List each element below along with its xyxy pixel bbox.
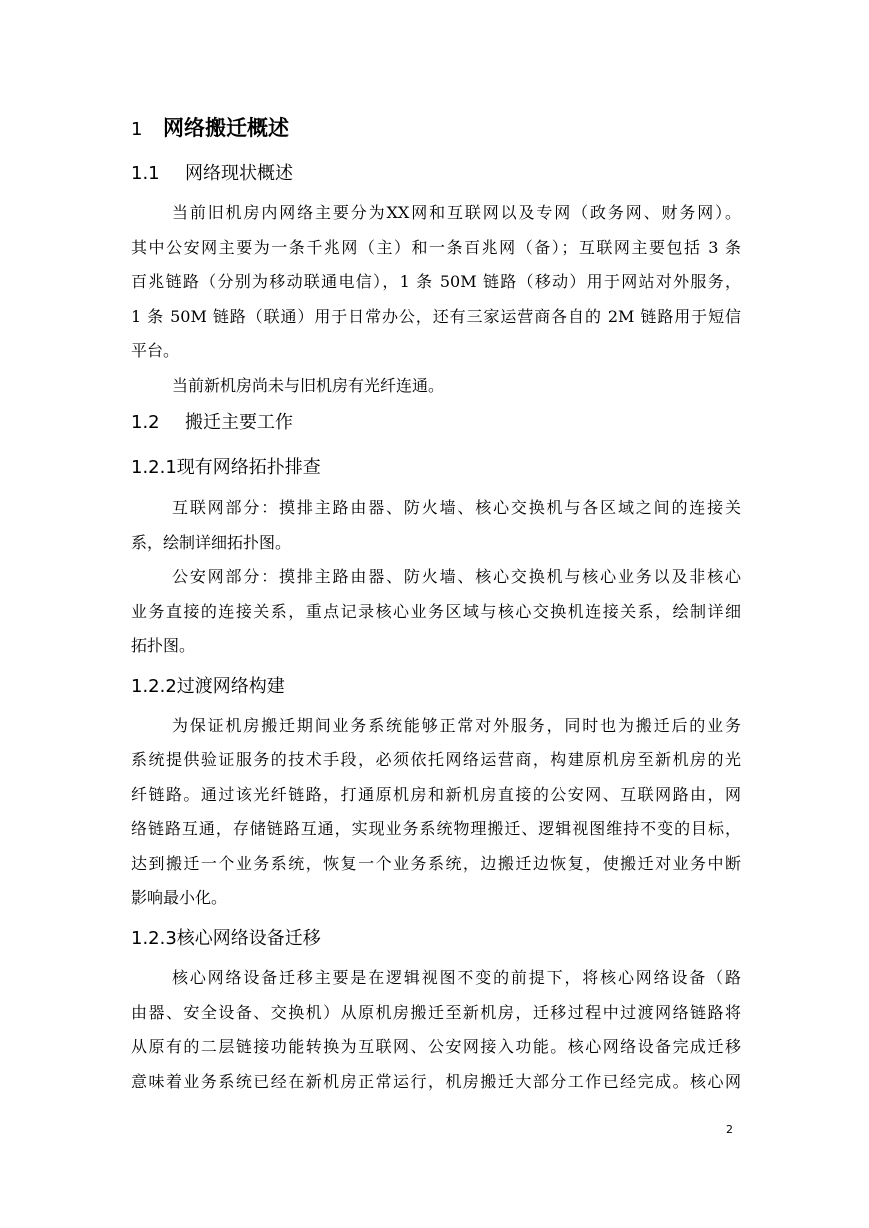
section-title: 网络搬迁概述 bbox=[163, 116, 289, 140]
paragraph-line: 互联网部分：摸排主路由器、防火墙、核心交换机与各区域之间的连接关 bbox=[172, 498, 741, 517]
section-number: 1.2 bbox=[131, 412, 160, 433]
section-1-2-2-heading: 1.2.2过渡网络构建 bbox=[131, 676, 285, 697]
section-1-2-1-heading: 1.2.1现有网络拓扑排查 bbox=[131, 457, 321, 478]
paragraph-line: 络链路互通，存储链路互通，实现业务系统物理搬迁、逻辑视图维持不变的目标， bbox=[131, 819, 741, 838]
section-1-2-3-heading: 1.2.3核心网络设备迁移 bbox=[131, 928, 321, 949]
paragraph-line: 意味着业务系统已经在新机房正常运行，机房搬迁大部分工作已经完成。核心网 bbox=[131, 1072, 741, 1091]
paragraph-line: 系统提供验证服务的技术手段，必须依托网络运营商，构建原机房至新机房的光 bbox=[131, 750, 741, 769]
section-1-2-heading bbox=[131, 409, 293, 437]
paragraph-line: 纤链路。通过该光纤链路，打通原机房和新机房直接的公安网、互联网路由，网 bbox=[131, 785, 741, 804]
section-title: 搬迁主要工作 bbox=[185, 412, 293, 433]
section-1-heading bbox=[131, 112, 289, 146]
paragraph-line: 百兆链路（分别为移动联通电信），1 条 50M 链路（移动）用于网站对外服务， bbox=[131, 272, 741, 291]
paragraph-line: 达到搬迁一个业务系统，恢复一个业务系统，边搬迁边恢复，使搬迁对业务中断 bbox=[131, 854, 741, 873]
paragraph-line: 为保证机房搬迁期间业务系统能够正常对外服务，同时也为搬迁后的业务 bbox=[172, 716, 741, 735]
section-number: 1.1 bbox=[131, 163, 160, 184]
paragraph-line: 其中公安网主要为一条千兆网（主）和一条百兆网（备）；互联网主要包括 3 条 bbox=[131, 238, 741, 257]
page-number: 2 bbox=[726, 1123, 733, 1136]
section-number: 1 bbox=[131, 119, 143, 140]
section-title: 网络现状概述 bbox=[185, 163, 293, 184]
paragraph-line: 核心网络设备迁移主要是在逻辑视图不变的前提下，将核心网络设备（路 bbox=[172, 968, 741, 987]
paragraph-line: 影响最小化。 bbox=[131, 888, 228, 907]
paragraph-line: 拓扑图。 bbox=[131, 636, 196, 655]
section-1-1-heading bbox=[131, 160, 293, 188]
paragraph-line: 业务直接的连接关系，重点记录核心业务区域与核心交换机连接关系，绘制详细 bbox=[131, 602, 741, 621]
paragraph-line: 当前旧机房内网络主要分为XX网和互联网以及专网（政务网、财务网）。 bbox=[172, 203, 741, 222]
paragraph-line: 从原有的二层链接功能转换为互联网、公安网接入功能。核心网络设备完成迁移 bbox=[131, 1037, 741, 1056]
paragraph-line: 1 条 50M 链路（联通）用于日常办公，还有三家运营商各自的 2M 链路用于短信 bbox=[131, 307, 741, 326]
paragraph-line: 由器、安全设备、交换机）从原机房搬迁至新机房，迁移过程中过渡网络链路将 bbox=[131, 1003, 741, 1022]
paragraph-line: 公安网部分：摸排主路由器、防火墙、核心交换机与核心业务以及非核心 bbox=[172, 567, 741, 586]
paragraph-line: 当前新机房尚未与旧机房有光纤连通。 bbox=[172, 376, 445, 395]
paragraph-line: 系，绘制详细拓扑图。 bbox=[131, 533, 292, 552]
paragraph-line: 平台。 bbox=[131, 341, 180, 360]
